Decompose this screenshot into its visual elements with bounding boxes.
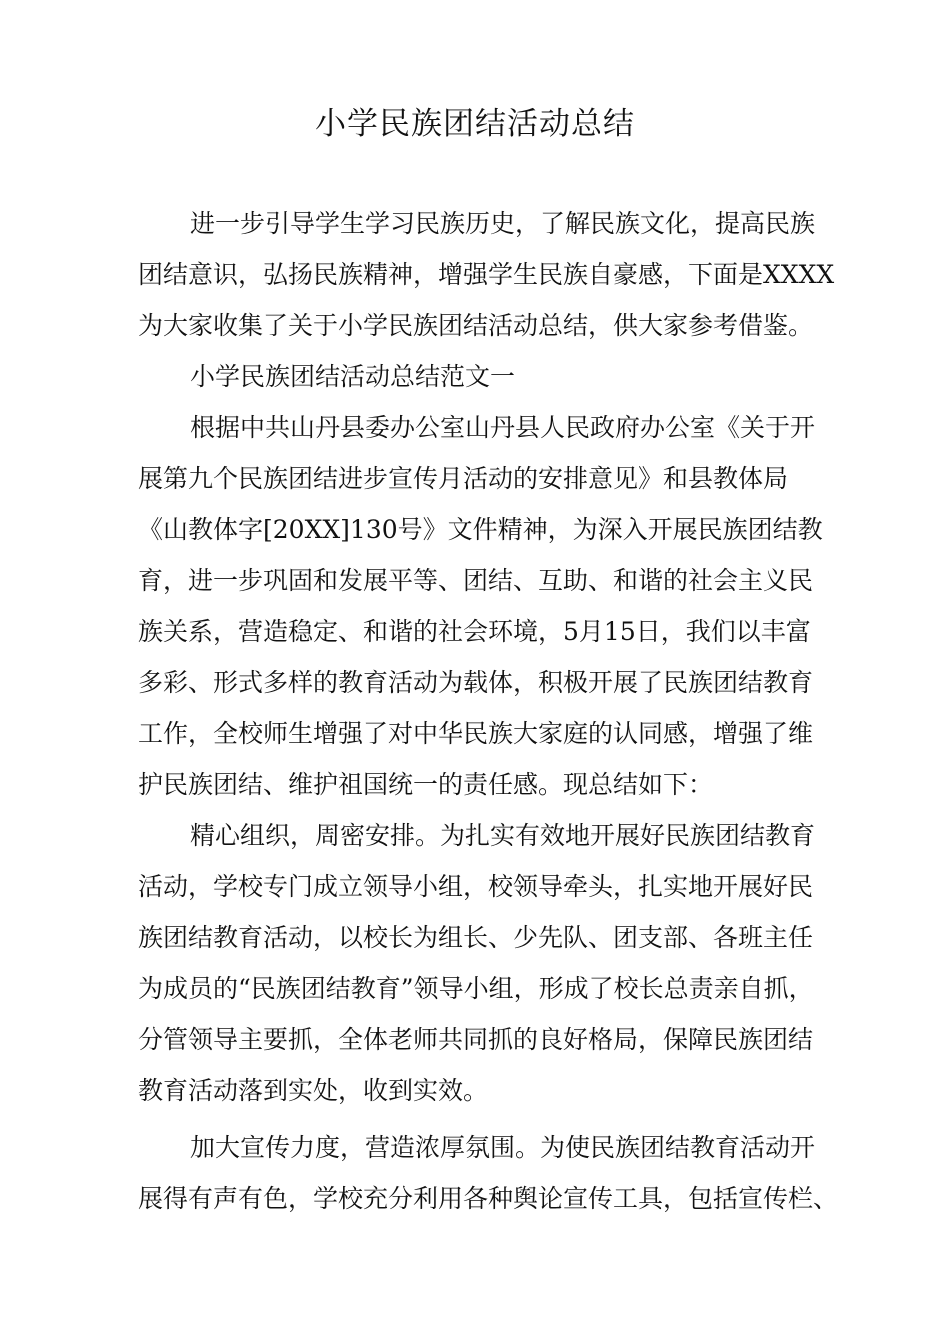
paragraph-line: 多彩、形式多样的教育活动为载体，积极开展了民族团结教育: [138, 668, 814, 697]
paragraph-line: 加大宣传力度，营造浓厚氛围。为使民族团结教育活动开: [190, 1133, 816, 1162]
document-body: [138, 198, 838, 1224]
paragraph-line: 根据中共山丹县委办公室山丹县人民政府办公室《关于开: [190, 413, 816, 442]
paragraph-line: 活动，学校专门成立领导小组，校领导牵头，扎实地开展好民: [138, 872, 814, 901]
paragraph-line: 进一步引导学生学习民族历史，了解民族文化，提高民族: [190, 209, 816, 238]
paragraph-line: 《山教体字[20XX]130号》文件精神，为深入开展民族团结教: [138, 515, 823, 544]
section-heading: 小学民族团结活动总结范文一: [190, 362, 516, 391]
paragraph-line: 团结意识，弘扬民族精神，增强学生民族自豪感，下面是XXXX: [138, 260, 835, 289]
paragraph-line: 工作，全校师生增强了对中华民族大家庭的认同感，增强了维: [138, 719, 814, 748]
paragraph-line: 育，进一步巩固和发展平等、团结、互助、和谐的社会主义民: [138, 566, 814, 595]
paragraph-line: 精心组织，周密安排。为扎实有效地开展好民族团结教育: [190, 821, 816, 850]
document-title: 小学民族团结活动总结: [315, 106, 635, 142]
paragraph-line: 为大家收集了关于小学民族团结活动总结，供大家参考借鉴。: [138, 311, 814, 340]
paragraph-line: 教育活动落到实处，收到实效。: [138, 1076, 489, 1105]
paragraph-line: 族关系，营造稳定、和谐的社会环境，5月15日，我们以丰富: [138, 617, 811, 646]
paragraph-line: 为成员的“民族团结教育”领导小组，形成了校长总责亲自抓，: [138, 974, 814, 1003]
paragraph-line: 展得有声有色，学校充分利用各种舆论宣传工具，包括宣传栏、: [138, 1184, 839, 1213]
paragraph-line: 护民族团结、维护祖国统一的责任感。现总结如下：: [138, 770, 714, 799]
paragraph-line: 分管领导主要抓，全体老师共同抓的良好格局，保障民族团结: [138, 1025, 814, 1054]
paragraph-line: 族团结教育活动，以校长为组长、少先队、团支部、各班主任: [138, 923, 814, 952]
paragraph-line: 展第九个民族团结进步宣传月活动的安排意见》和县教体局: [138, 464, 789, 493]
